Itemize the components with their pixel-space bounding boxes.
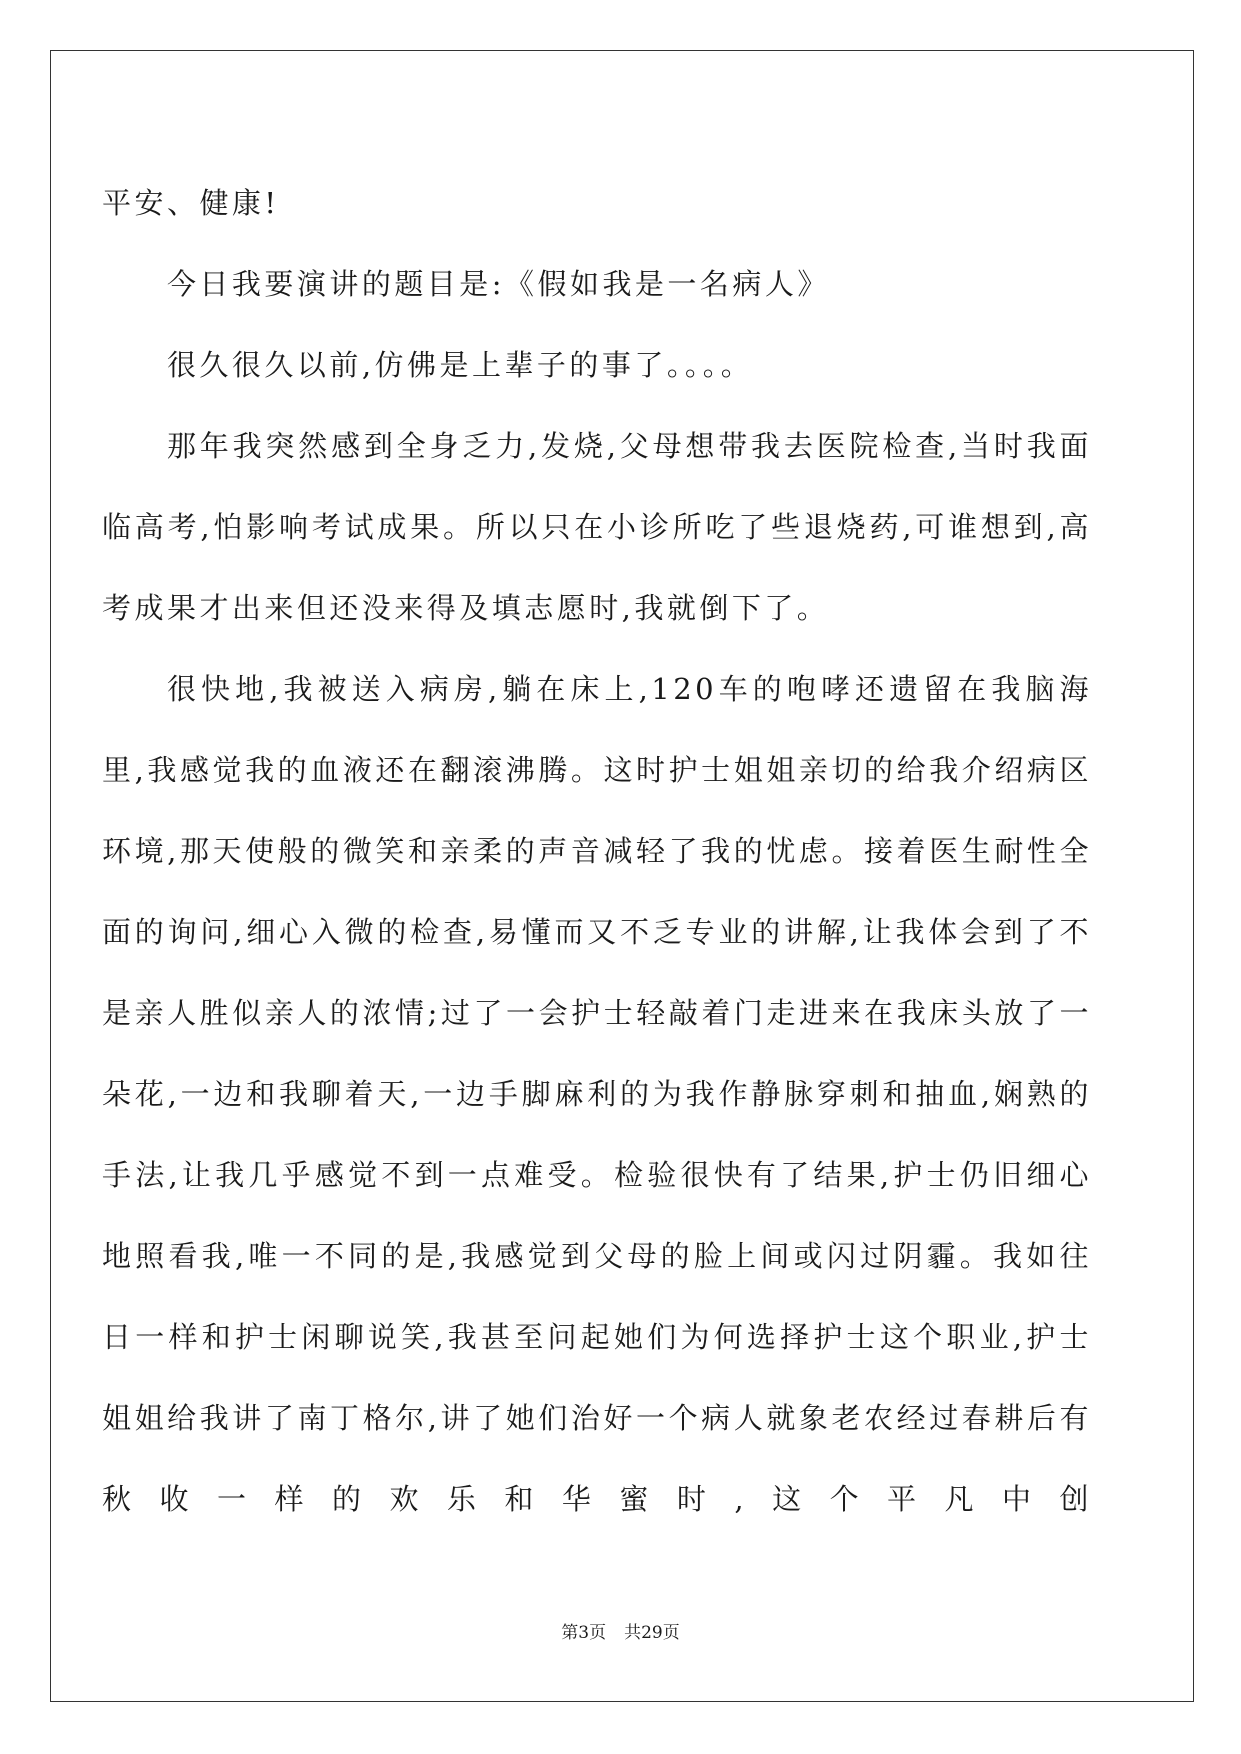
paragraph: 平安、健康! [102, 186, 280, 220]
paragraph: 很久很久以前,仿佛是上辈子的事了。。。。 [166, 348, 754, 382]
paragraph: 那年我突然感到全身乏力,发烧,父母想带我去医院检查,当时我面临高考,怕影响考试成果。所以只在小诊所吃了些退烧药,可谁想到,高考成果才出来但还没来得及填志愿时,我就倒下了。 [102, 429, 1092, 625]
page-total: 共29页 [624, 1623, 680, 1643]
paragraph: 今日我要演讲的题目是:《假如我是一名病人》 [166, 267, 830, 301]
document-body [102, 163, 1092, 1540]
page-footer [0, 1618, 1241, 1643]
page-number: 第3页 [561, 1623, 607, 1643]
paragraph: 很快地,我被送入病房,躺在床上,120车的咆哮还遗留在我脑海里,我感觉我的血液还在翻滚沸腾。这时护士姐姐亲切的给我介绍病区环境,那天使般的微笑和亲柔的声音减轻了我的忧虑。接着医生耐性全面的询问,细心入微的检查,易懂而又不乏专业的讲解,让我体会到了不是亲人胜似亲人的浓情;过了一会护士轻敲着门走进来在我床头放了一朵花,一边和我聊着天,一边手脚麻利的为我作静脉穿刺和抽血,娴熟的手法,让我几乎感觉不到一点难受。检验很快有了结果,护士仍旧细心地照看我,唯一不同的是,我感觉到父母的脸上间或闪过阴霾。我如往日一样和护士闲聊说笑,我甚至问起她们为何选择护士这个职业,护士姐姐给我讲了南丁格尔,讲了她们治好一个病人就象老农经过春耕后有秋收一样的欢乐和华蜜时,这个平凡中创 [102, 672, 1092, 1516]
